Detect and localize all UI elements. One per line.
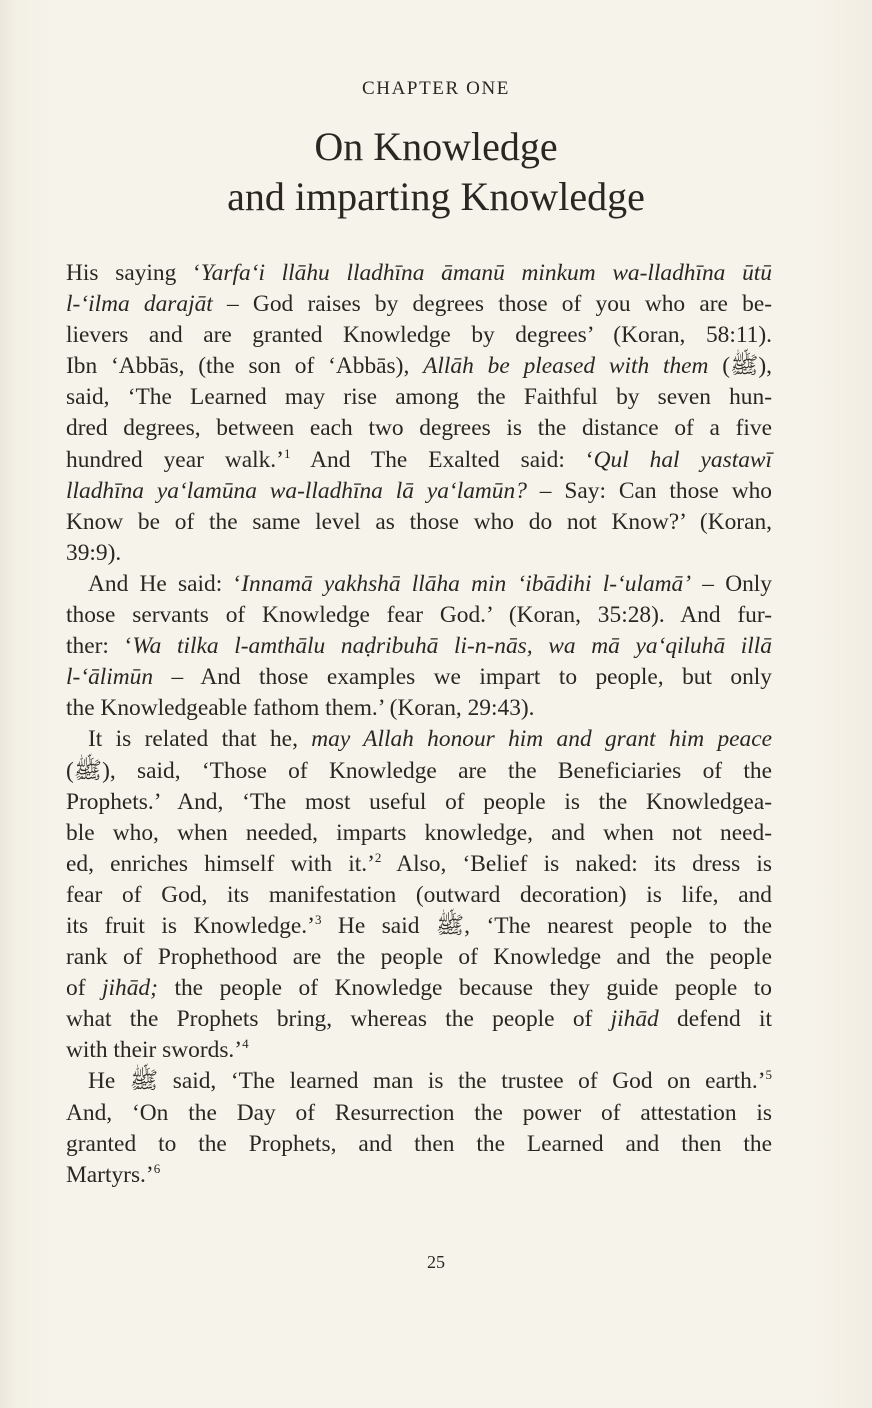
text-line (66, 1129, 772, 1160)
text-line (66, 445, 772, 476)
paragraph (66, 258, 772, 569)
text-line (66, 258, 772, 289)
text-segment: And, ‘On the Day of Resurrection the power of attestation is (66, 1099, 772, 1126)
text-line (66, 849, 772, 880)
text-segment: the Knowledgeable fathom them.’ (Koran, 29:43). (66, 695, 535, 722)
text-segment: ed, enriches himself with it.’ (66, 850, 375, 877)
transliteration-text: Allāh be pleased with them (423, 353, 709, 380)
text-segment: Martyrs.’ (66, 1161, 154, 1188)
text-line (66, 507, 772, 538)
text-line (66, 693, 772, 724)
text-line (66, 413, 772, 444)
text-segment: – God raises by degrees those of you who are be- (212, 291, 772, 318)
transliteration-text: jihād; (102, 975, 158, 1002)
text-line (66, 320, 772, 351)
text-line (66, 569, 772, 600)
body-text (66, 258, 772, 1191)
text-segment: – And those examples we impart to people, but only (153, 664, 772, 691)
text-segment: Ibn ‘Abbās, (the son of ‘Abbās), (66, 353, 424, 380)
text-segment: Know be of the same level as those who do not Know?’ (Koran, (66, 508, 772, 535)
text-line (66, 724, 772, 755)
footnote-marker: 1 (283, 445, 291, 461)
text-segment: with their swords.’ (66, 1037, 243, 1064)
chapter-title-line-2: and imparting Knowledge (227, 174, 645, 219)
paragraph (66, 724, 772, 1066)
text-line (66, 289, 772, 320)
transliteration-text: may Allah honour him and grant him peace (311, 726, 772, 753)
transliteration-text: Qul hal yastawī (593, 446, 772, 473)
text-line (66, 538, 772, 569)
text-line (66, 631, 772, 662)
text-segment: It is related that he, (88, 726, 312, 753)
chapter-title-line-1: On Knowledge (314, 124, 558, 169)
text-segment: 39:9). (66, 539, 122, 566)
text-segment: His saying ‘ (66, 260, 201, 286)
text-segment: ble who, when needed, imparts knowledge, and when not need- (66, 819, 772, 846)
text-segment: Also, ‘Belief is naked: its dress is (381, 850, 772, 877)
text-segment: Prophets.’ And, ‘The most useful of people is the Knowledgea- (66, 788, 772, 815)
text-segment: rank of Prophethood are the people of Knowledge and the people (66, 944, 772, 971)
footnote-marker: 6 (153, 1160, 161, 1176)
footnote-marker: 4 (242, 1036, 249, 1052)
text-line (66, 1035, 772, 1066)
page-number: 25 (427, 1252, 445, 1272)
text-line (66, 787, 772, 818)
text-line (66, 1066, 772, 1097)
transliteration-text: Wa tilka l-amthālu naḍribuhā li-n-nās, wa mā ya‘qiluhā illā (132, 633, 772, 660)
text-segment: He ﷺ said, ‘The learned man is the trustee of God on earth.’ (88, 1068, 766, 1095)
paragraph (66, 569, 772, 724)
text-segment: lievers and are granted Knowledge by degrees’ (Koran, 58:11). (66, 322, 772, 349)
text-line (66, 1160, 772, 1191)
chapter-label: CHAPTER ONE (362, 78, 510, 99)
text-line (66, 1004, 772, 1035)
text-segment: said, ‘The Learned may rise among the Faithful by seven hun- (66, 384, 772, 411)
transliteration-text: lladhīna ya‘lamūna wa-lladhīna lā ya‘lamūn? (66, 477, 527, 504)
text-segment: – Say: Can those who (526, 477, 772, 504)
text-segment: He said ﷺ, ‘The nearest people to the (321, 912, 772, 939)
text-line (66, 476, 772, 507)
text-segment: granted to the Prophets, and then the Learned and then the (66, 1130, 772, 1157)
footnote-marker: 3 (314, 911, 322, 927)
text-segment: – Only (691, 570, 772, 597)
footnote-marker: 5 (765, 1067, 773, 1083)
footnote-marker: 2 (374, 849, 382, 865)
text-line (66, 1098, 772, 1129)
text-segment: those servants of Knowledge fear God.’ (Koran, 35:28). And fur- (66, 602, 772, 629)
transliteration-text: l-‘ilma darajāt (66, 291, 213, 318)
transliteration-text: jihād (610, 1006, 659, 1033)
text-segment: And The Exalted said: ‘ (290, 446, 594, 473)
text-segment: (ﷺ), said, ‘Those of Knowledge are the Beneficiaries of the (66, 757, 772, 784)
text-segment: fear of God, its manifestation (outward decoration) is life, and (66, 881, 772, 908)
text-segment: ther: ‘ (66, 633, 133, 660)
text-line (66, 911, 772, 942)
text-segment: defend it (658, 1006, 772, 1033)
paragraph (66, 1066, 772, 1190)
text-line (66, 818, 772, 849)
text-line (66, 351, 772, 382)
text-segment: what the Prophets bring, whereas the people of (66, 1006, 611, 1033)
chapter-title (0, 122, 872, 222)
text-segment: And He said: ‘ (88, 570, 242, 597)
text-line (66, 756, 772, 787)
text-segment: dred degrees, between each two degrees is the distance of a five (66, 415, 772, 442)
transliteration-text: l-‘ālimūn (66, 664, 154, 691)
text-segment: the people of Knowledge because they guide people to (157, 975, 772, 1002)
text-segment: its fruit is Knowledge.’ (66, 912, 315, 939)
text-segment: (ﷺ), (708, 353, 772, 380)
text-segment: hundred year walk.’ (66, 446, 284, 473)
text-line (66, 600, 772, 631)
text-line (66, 973, 772, 1004)
text-line (66, 382, 772, 413)
text-line (66, 880, 772, 911)
transliteration-text: Yarfa‘i llāhu lladhīna āmanū minkum wa-lladhīna ūtū (200, 260, 772, 286)
text-segment: of (66, 975, 103, 1002)
text-line (66, 662, 772, 693)
text-line (66, 942, 772, 973)
transliteration-text: Innamā yakhshā llāha min ‘ibādihi l-‘ulamā’ (241, 570, 692, 597)
